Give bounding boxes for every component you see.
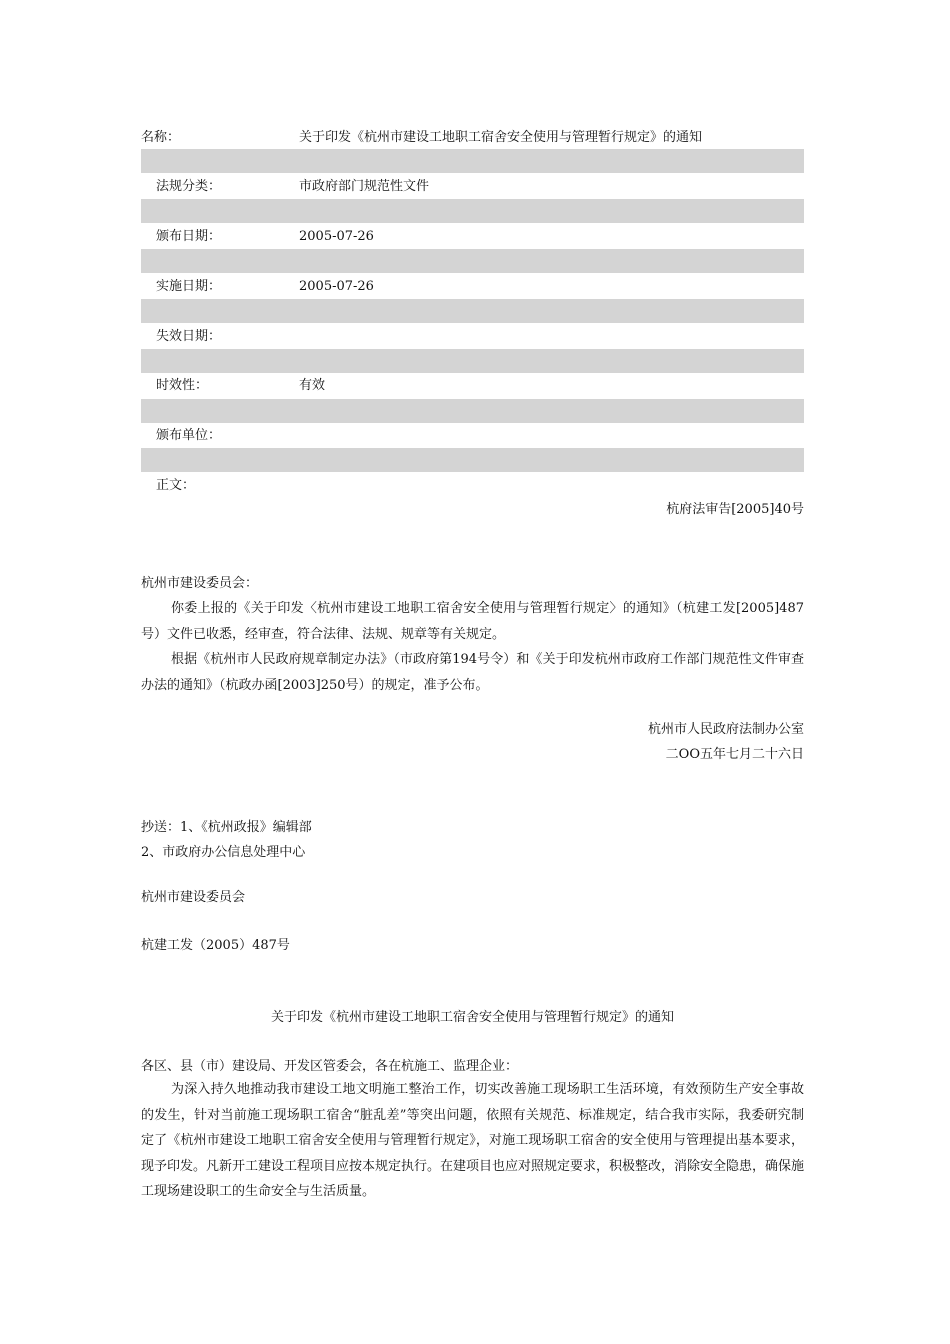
notice-signer: 杭州市人民政府法制办公室	[647, 722, 804, 737]
notice-doc-number: 杭府法审告[2005]40号	[666, 502, 804, 517]
document-title: 关于印发《杭州市建设工地职工宿舍安全使用与管理暂行规定》的通知	[270, 1010, 674, 1025]
document-addressee: 各区、县（市）建设局、开发区管委会，各在杭施工、监理企业：	[141, 1059, 519, 1074]
issue-date-label: 颁布日期：	[156, 229, 222, 244]
notice-addressee: 杭州市建设委员会：	[141, 576, 259, 591]
notice-paragraph-2: 根据《杭州市人民政府规章制定办法》（市政府第194号令）和《关于印发杭州市政府工作部门规范性文件审查办法的通知》（杭政办函[2003]250号）的规定，准予公布。	[141, 652, 804, 693]
row-divider	[141, 349, 804, 373]
issue-date-value: 2005-07-26	[299, 229, 374, 244]
document-paragraph-1: 为深入持久地推动我市建设工地文明施工整治工作，切实改善施工现场职工生活环境，有效预防生产安全事故的发生，针对当前施工现场职工宿舍“脏乱差”等突出问题，依照有关规范、标准规定，结合我市实际，我委研究制定了《杭州市建设工地职工宿舍安全使用与管理暂行规定》，对施工现场职工宿舍的安全使用与管理提出基本要求，现予印发。凡新开工建设工程项目应按本规定执行。在建项目也应对照规定要求，积极整改，消除安全隐患，确保施工现场建设职工的生命安全与生活质量。	[141, 1082, 805, 1199]
validity-value: 有效	[299, 378, 326, 393]
cc-line-2: 2、市政府办公信息处理中心	[141, 845, 306, 860]
category-value: 市政府部门规范性文件	[299, 179, 430, 194]
notice-paragraph-1: 你委上报的《关于印发〈杭州市建设工地职工宿舍安全使用与管理暂行规定〉的通知》（杭建工发[2005]487号）文件已收悉，经审查，符合法律、法规、规章等有关规定。	[141, 601, 804, 642]
row-divider	[141, 249, 804, 273]
row-divider	[141, 199, 804, 223]
row-divider	[141, 399, 804, 423]
document-issuer: 杭州市建设委员会	[141, 890, 246, 905]
effective-date-value: 2005-07-26	[299, 279, 374, 294]
category-label: 法规分类：	[156, 179, 222, 194]
cc-line-1: 抄送：1、《杭州政报》编辑部	[141, 820, 312, 835]
notice-date: 二OO五年七月二十六日	[665, 747, 804, 762]
validity-label: 时效性：	[156, 378, 209, 393]
row-divider	[141, 299, 804, 323]
name-value: 关于印发《杭州市建设工地职工宿舍安全使用与管理暂行规定》的通知	[299, 130, 703, 145]
document-number: 杭建工发（2005）487号	[141, 938, 290, 953]
body-label: 正文：	[156, 478, 196, 493]
issuer-label: 颁布单位：	[156, 428, 222, 443]
name-label: 名称：	[141, 130, 181, 145]
row-divider	[141, 448, 804, 472]
effective-date-label: 实施日期：	[156, 279, 222, 294]
row-divider	[141, 149, 804, 173]
expiry-date-label: 失效日期：	[156, 329, 222, 344]
